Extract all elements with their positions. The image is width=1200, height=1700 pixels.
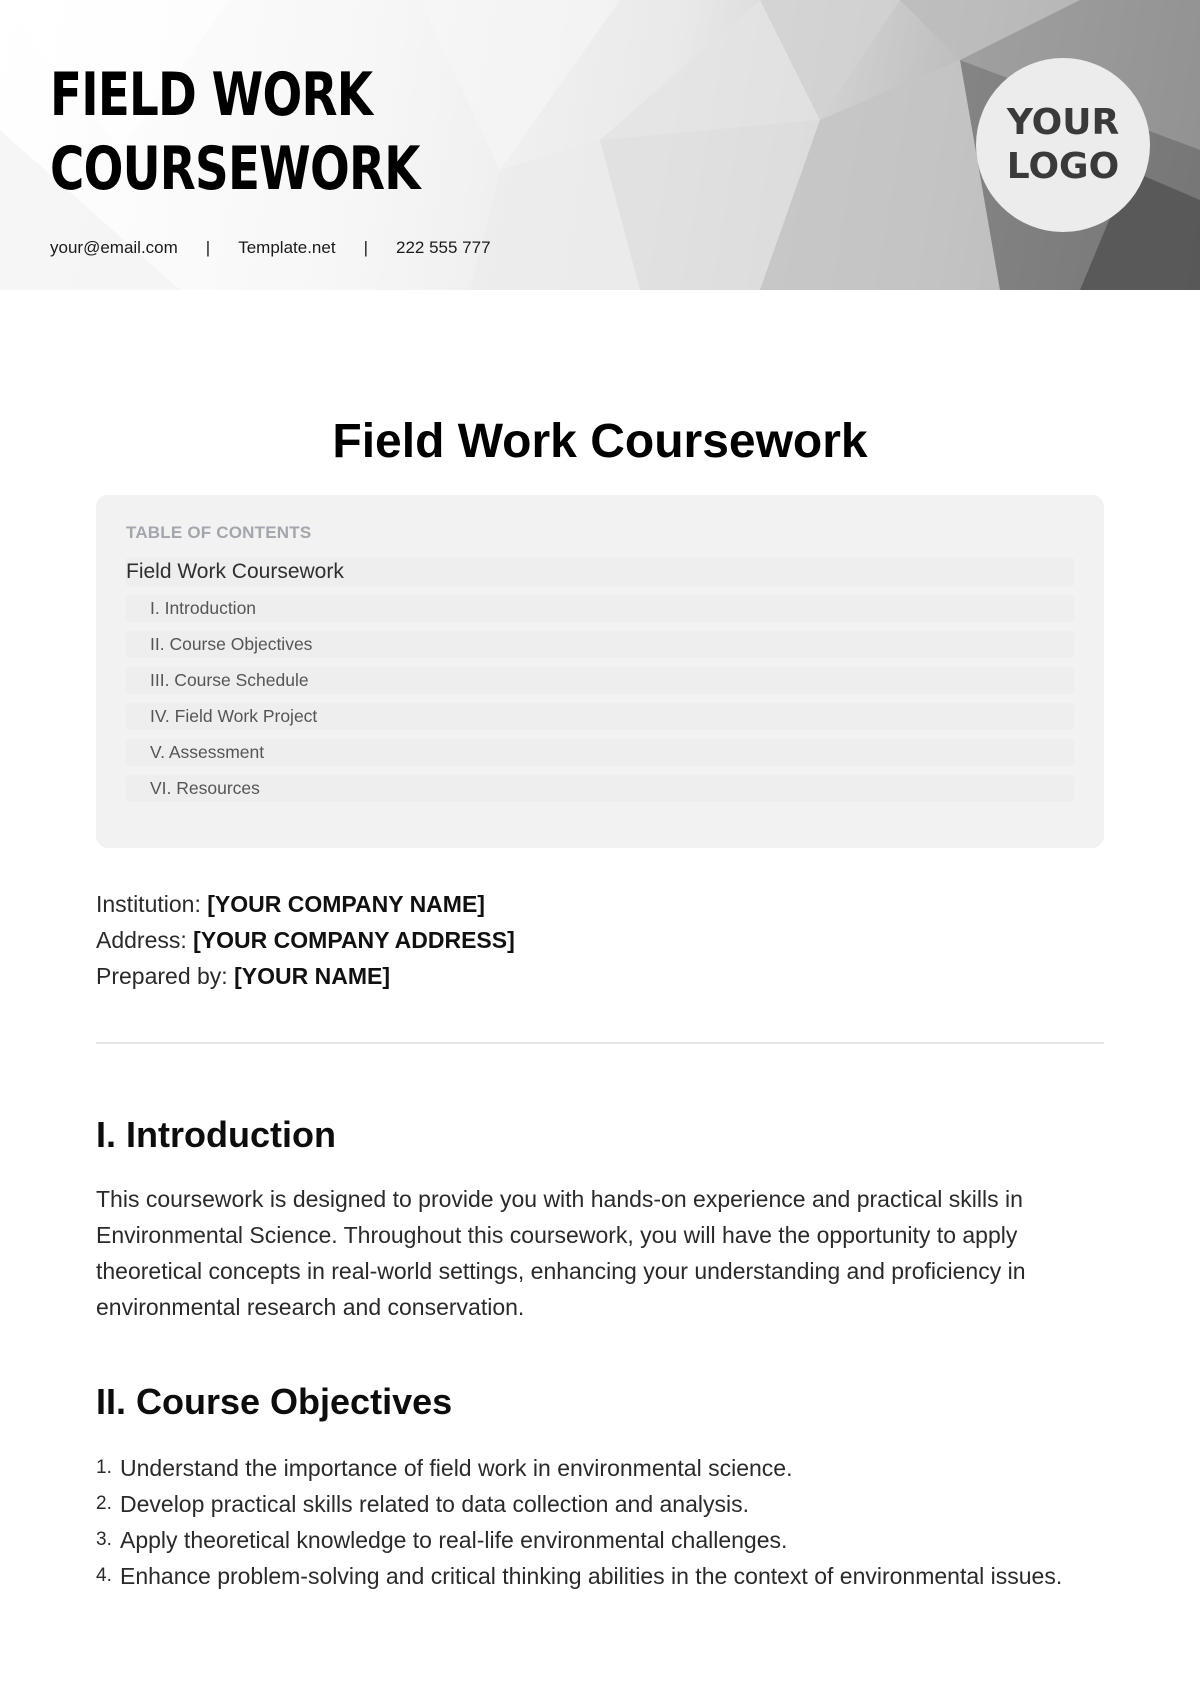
document-title: Field Work Coursework [332, 415, 868, 468]
toc-item-introduction[interactable]: I. Introduction [126, 595, 1074, 622]
contact-separator: | [205, 238, 211, 257]
list-item-text: Understand the importance of field work in environmental science. [120, 1455, 793, 1481]
prepared-by-line [96, 958, 515, 994]
institution-label: Institution: [96, 891, 201, 917]
banner-title [50, 58, 420, 206]
contact-phone: 222 555 777 [395, 238, 491, 257]
section-divider [96, 1042, 1104, 1044]
list-item [96, 1558, 1096, 1594]
contact-email[interactable]: your@email.com [50, 238, 178, 257]
logo-placeholder [976, 58, 1150, 232]
contact-website[interactable]: Template.net [238, 238, 336, 257]
address-label: Address: [96, 927, 187, 953]
institution-value: [YOUR COMPANY NAME] [207, 891, 485, 917]
toc-item-resources[interactable]: VI. Resources [126, 775, 1074, 802]
banner-title-line-1: FIELD WORK [50, 60, 373, 130]
toc-item-course-schedule[interactable]: III. Course Schedule [126, 667, 1074, 694]
contact-separator: | [363, 238, 368, 257]
address-value: [YOUR COMPANY ADDRESS] [193, 927, 515, 953]
document-meta [96, 886, 515, 994]
list-item-text: Develop practical skills related to data collection and analysis. [120, 1491, 749, 1517]
institution-line [96, 886, 515, 922]
list-item-text: Enhance problem-solving and critical thinking abilities in the context of environmental issues. [120, 1563, 1063, 1589]
logo-line-2: LOGO [1006, 146, 1120, 187]
objectives-list [96, 1450, 1096, 1594]
prepared-by-value: [YOUR NAME] [234, 963, 390, 989]
list-item [96, 1522, 1096, 1558]
address-line [96, 922, 515, 958]
header-banner [0, 0, 1200, 290]
list-item-number: 1. [96, 1457, 112, 1478]
logo-line-1: YOUR [1006, 102, 1120, 143]
list-item-text: Apply theoretical knowledge to real-life environmental challenges. [120, 1527, 788, 1553]
toc-item-assessment[interactable]: V. Assessment [126, 739, 1074, 766]
objectives-heading: II. Course Objectives [96, 1381, 453, 1422]
toc-item-field-work-project[interactable]: IV. Field Work Project [126, 703, 1074, 730]
list-item [96, 1486, 1096, 1522]
introduction-body: This coursework is designed to provide you with hands-on experience and practical skills in Environmental Science. Throughout this coursework, you will have the opportunity to apply theoretical concepts in real-world settings, enhancing your understanding and proficiency in environmental research and conservation. [96, 1186, 1026, 1320]
banner-title-line-2: COURSEWORK [50, 134, 420, 204]
toc-item-course-objectives[interactable]: II. Course Objectives [126, 631, 1074, 658]
toc-item-main[interactable]: Field Work Coursework [126, 557, 1074, 587]
toc-label: TABLE OF CONTENTS [126, 523, 312, 542]
logo-text [993, 101, 1133, 189]
list-item-number: 2. [96, 1493, 112, 1514]
table-of-contents [96, 495, 1104, 848]
list-item-number: 4. [96, 1565, 112, 1586]
introduction-heading: I. Introduction [96, 1114, 336, 1155]
contact-line [50, 238, 491, 258]
list-item [96, 1450, 1096, 1486]
list-item-number: 3. [96, 1529, 112, 1550]
prepared-by-label: Prepared by: [96, 963, 228, 989]
